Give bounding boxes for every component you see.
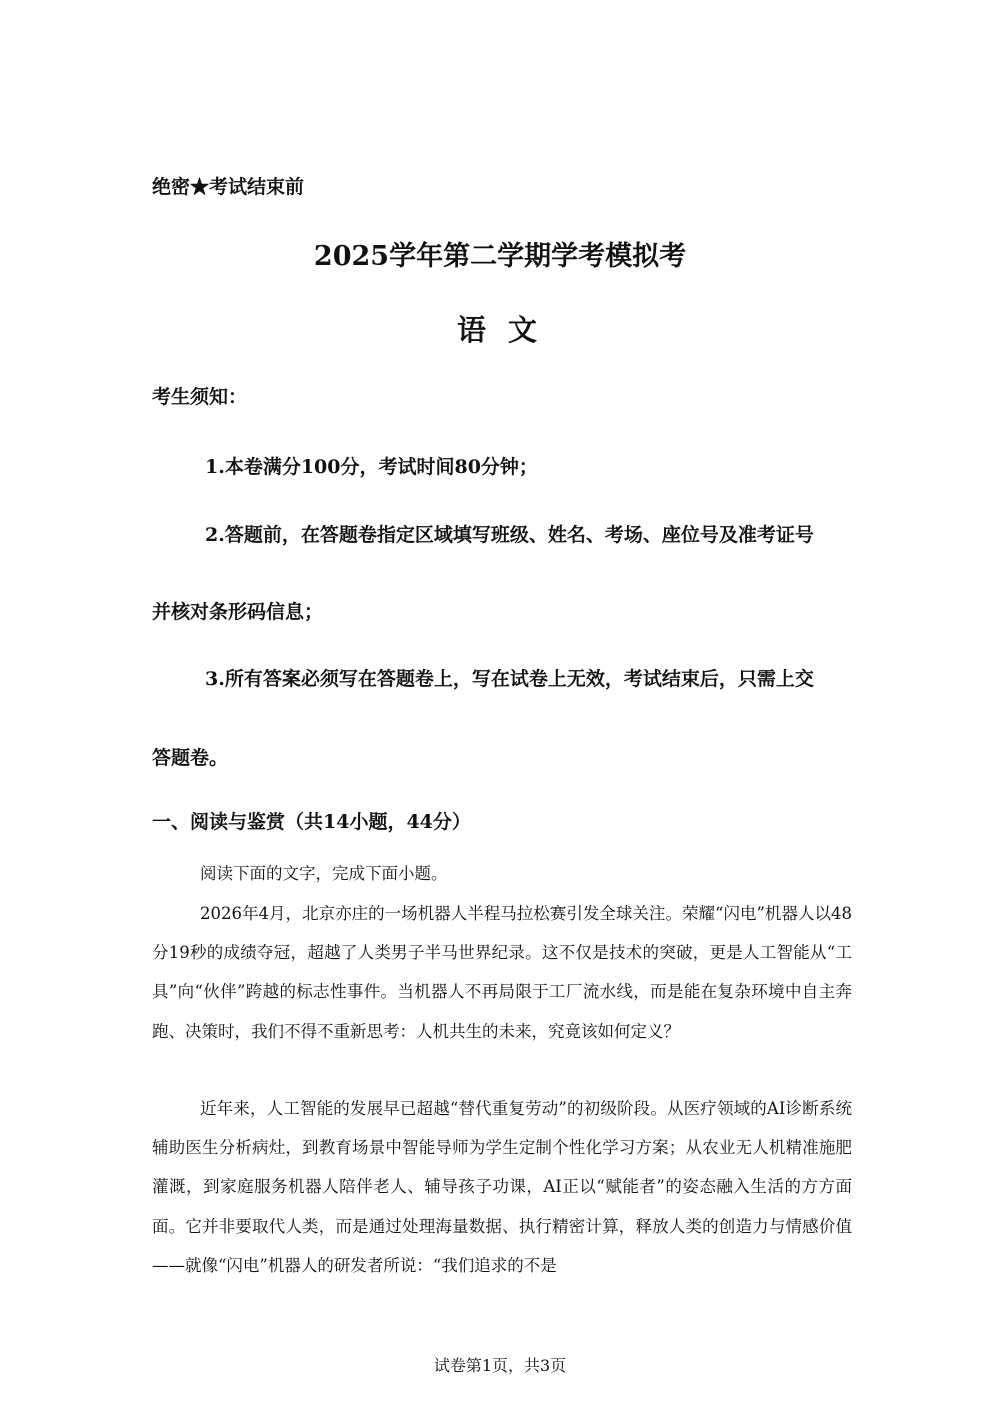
notice-heading: 考生须知： bbox=[152, 386, 248, 408]
secret-label: 绝密★考试结束前 bbox=[152, 176, 305, 198]
page-footer: 试卷第1页，共3页 bbox=[433, 1356, 567, 1375]
reading-paragraph-2: 近年来，人工智能的发展早已超越“替代重复劳动”的初级阶段。从医疗领域的AI诊断系统辅助医生分析病灶，到教育场景中智能导师为学生定制个性化学习方案；从农业无人机精准施肥灌溉，到家庭服务机器人陪伴老人、辅导孩子功课，AI正以“赋能者”的姿态融入生活的方方面面。它并非要取代人类，而是通过处理海量数据、执行精密计算，释放人类的创造力与情感价值——就像“闪电”机器人的研发者所说：“我们追求的不是 bbox=[152, 1099, 852, 1275]
reading-instruction: 阅读下面的文字，完成下面小题。 bbox=[200, 864, 448, 883]
notice-item-2-line-1: 2.答题前，在答题卷指定区域填写班级、姓名、考场、座位号及准考证号 bbox=[205, 524, 814, 546]
section-heading: 一、阅读与鉴赏（共14小题，44分） bbox=[152, 811, 471, 833]
subject-title: 语 文 bbox=[456, 313, 544, 347]
exam-title: 2025学年第二学期学考模拟考 bbox=[313, 241, 687, 272]
reading-paragraph-1: 2026年4月，北京亦庄的一场机器人半程马拉松赛引发全球关注。荣耀“闪电”机器人以48分19秒的成绩夺冠，超越了人类男子半马世界纪录。这不仅是技术的突破，更是人工智能从“工具”向“伙伴”跨越的标志性事件。当机器人不再局限于工厂流水线，而是能在复杂环境中自主奔跑、决策时，我们不得不重新思考：人机共生的未来，究竟该如何定义？ bbox=[152, 904, 852, 1041]
notice-item-1: 1.本卷满分100分，考试时间80分钟； bbox=[205, 456, 538, 478]
notice-item-3-line-2: 答题卷。 bbox=[152, 747, 229, 769]
notice-item-2-line-2: 并核对条形码信息； bbox=[152, 601, 324, 623]
notice-item-3-line-1: 3.所有答案必须写在答题卷上，写在试卷上无效，考试结束后，只需上交 bbox=[205, 668, 814, 690]
